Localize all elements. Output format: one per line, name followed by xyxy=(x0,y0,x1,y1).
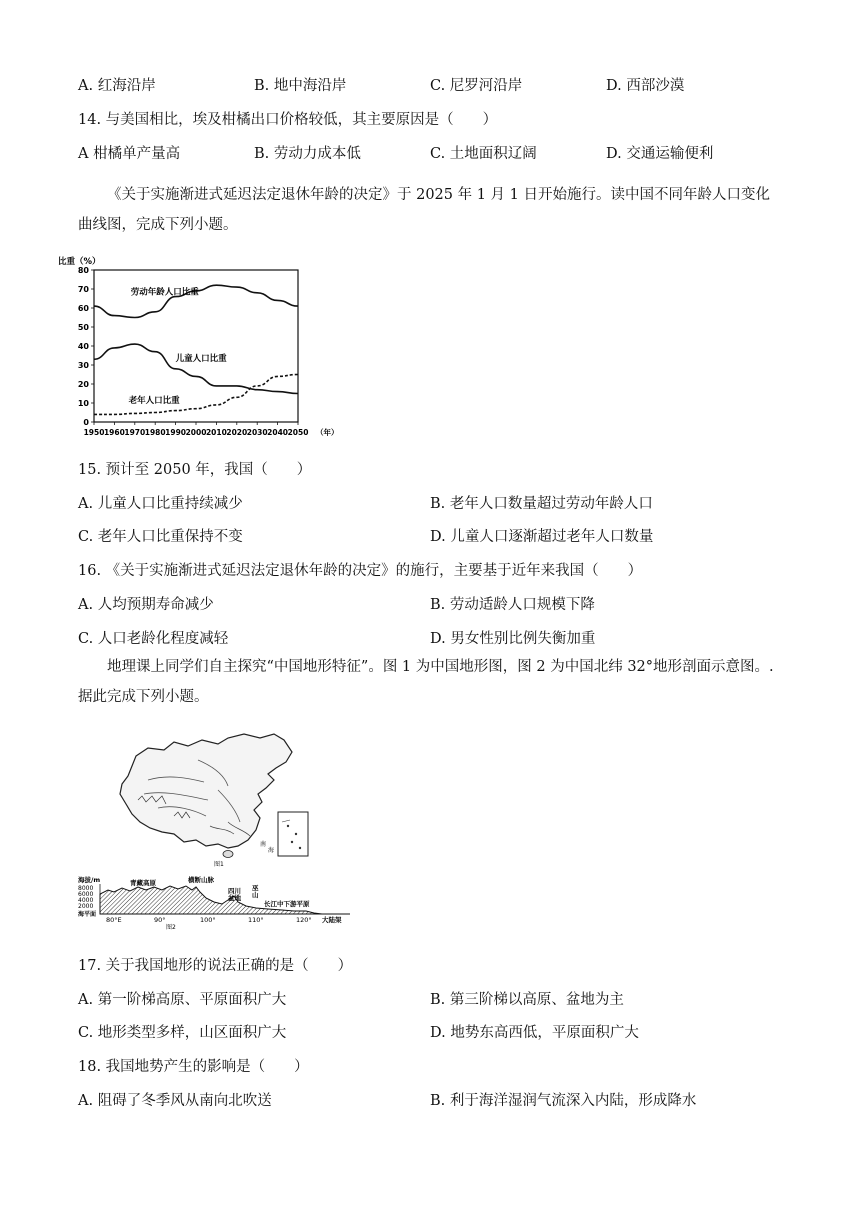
profile-xtick-120: 120° xyxy=(296,916,312,924)
q15-option-b: B. 老年人口数量超过劳动年龄人口 xyxy=(430,496,653,512)
q13-option-c: C. 尼罗河沿岸 xyxy=(430,78,523,94)
intro-paragraph-2: 地理课上同学们自主探究“中国地形特征”。图 1 为中国地形图，图 2 为中国北纬 32°地形剖面示意图。.据此完成下列小题。 xyxy=(78,659,774,705)
q14-option-b: B. 劳动力成本低 xyxy=(254,146,361,162)
intro-paragraph-1: 《关于实施渐进式延迟法定退休年龄的决定》于 2025 年 1 月 1 日开始施行。读中国不同年龄人口变化曲线图，完成下列小题。 xyxy=(78,187,771,233)
map-label-nan: 南 xyxy=(260,841,267,848)
x-tick-label: 2000 xyxy=(185,428,207,437)
y-tick-label: 20 xyxy=(77,380,89,389)
x-axis-label: （年） xyxy=(316,428,339,437)
x-tick-label: 2010 xyxy=(205,428,227,437)
terrain-profile xyxy=(78,875,350,930)
series-label-1: 儿童人口比重 xyxy=(175,354,227,365)
chart-labels xyxy=(58,256,339,437)
q17-options-row1 xyxy=(78,988,778,1010)
x-tick-label: 2020 xyxy=(226,428,248,437)
q16-option-c: C. 人口老龄化程度减轻 xyxy=(78,631,229,647)
profile-label-plain: 长江中下游平原 xyxy=(264,900,310,908)
profile-label-sichuan: 四川 xyxy=(228,887,241,895)
profile-ylabel: 海拔/m xyxy=(78,876,101,884)
q13-option-d: D. 西部沙漠 xyxy=(606,78,685,94)
profile-label-pendi: 盆地 xyxy=(228,894,241,902)
profile-label-shan: 山 xyxy=(252,891,259,899)
profile-ytick-2000: 2000 xyxy=(78,903,94,910)
terrain-figure xyxy=(78,730,358,930)
series-line-1 xyxy=(94,344,298,393)
x-tick-label: 1990 xyxy=(165,428,187,437)
population-chart xyxy=(56,252,346,440)
profile-xtick-100: 100° xyxy=(200,916,216,924)
y-tick-label: 30 xyxy=(77,361,89,370)
y-tick-label: 60 xyxy=(77,304,89,313)
q16-options-row2 xyxy=(78,627,778,649)
map-label-hai: 海 xyxy=(268,847,275,854)
profile-xtick-90: 90° xyxy=(154,916,166,924)
y-tick-label: 50 xyxy=(77,323,89,332)
q16-stem: 16. 《关于实施渐进式延迟法定退休年龄的决定》的施行，主要基于近年来我国（ ） xyxy=(78,563,643,579)
profile-xtick-80: 80°E xyxy=(106,916,122,924)
profile-ytick-8000: 8000 xyxy=(78,885,94,892)
x-tick-label: 1960 xyxy=(103,428,125,437)
q13-options xyxy=(78,74,778,96)
series-label-2: 老年人口比重 xyxy=(128,396,180,406)
q15-stem: 15. 预计至 2050 年，我国（ ） xyxy=(78,462,312,478)
q16-options-row1 xyxy=(78,593,778,615)
q17-option-a: A. 第一阶梯高原、平原面积广大 xyxy=(78,992,287,1008)
q17-options-row2 xyxy=(78,1021,778,1043)
profile-xtick-110: 110° xyxy=(248,916,264,924)
q14-stem: 14. 与美国相比，埃及柑橘出口价格较低，其主要原因是（ ） xyxy=(78,112,498,128)
q18-options-row1 xyxy=(78,1089,778,1111)
x-tick-label: 1950 xyxy=(83,428,105,437)
q15-options-row1 xyxy=(78,492,778,514)
y-axis-label: 比重（%） xyxy=(58,257,101,267)
profile-label-wu: 巫 xyxy=(252,884,259,892)
q16-option-b: B. 劳动适龄人口规模下降 xyxy=(430,597,595,613)
q17-option-c: C. 地形类型多样，山区面积广大 xyxy=(78,1025,287,1041)
q18-stem: 18. 我国地势产生的影响是（ ） xyxy=(78,1059,309,1075)
y-tick-label: 0 xyxy=(83,418,89,427)
q14-option-c: C. 土地面积辽阔 xyxy=(430,146,537,162)
chart-series xyxy=(94,285,298,414)
profile-label-hengduan: 横断山脉 xyxy=(188,876,214,884)
profile-label-qingzang: 青藏高原 xyxy=(130,879,156,887)
y-tick-label: 80 xyxy=(77,266,89,275)
profile-label-shelf: 大陆架 xyxy=(322,916,342,924)
q15-options-row2 xyxy=(78,525,778,547)
y-tick-label: 70 xyxy=(77,285,89,294)
q16-option-a: A. 人均预期寿命减少 xyxy=(78,597,214,613)
q13-option-a: A. 红海沿岸 xyxy=(78,78,156,94)
fig1-caption: 图1 xyxy=(214,861,224,868)
q16-option-d: D. 男女性别比例失衡加重 xyxy=(430,631,596,647)
q18-option-a: A. 阻碍了冬季风从南向北吹送 xyxy=(78,1093,272,1109)
q14-option-a: A 柑橘单产量高 xyxy=(78,146,181,162)
y-tick-label: 40 xyxy=(77,342,89,351)
series-line-2 xyxy=(94,375,298,415)
x-tick-label: 2050 xyxy=(287,428,309,437)
x-tick-label: 2030 xyxy=(246,428,268,437)
profile-sea-level: 海平面 xyxy=(78,911,97,918)
x-tick-label: 1970 xyxy=(124,428,146,437)
q18-option-b: B. 利于海洋湿润气流深入内陆，形成降水 xyxy=(430,1093,697,1109)
q14-option-d: D. 交通运输便利 xyxy=(606,146,714,162)
series-label-0: 劳动年龄人口比重 xyxy=(130,287,199,298)
q17-option-b: B. 第三阶梯以高原、盆地为主 xyxy=(430,992,624,1008)
profile-ytick-6000: 6000 xyxy=(78,891,94,898)
q17-stem: 17. 关于我国地形的说法正确的是（ ） xyxy=(78,958,353,974)
china-map xyxy=(120,734,308,868)
fig2-caption: 图2 xyxy=(166,924,176,930)
q15-option-a: A. 儿童人口比重持续减少 xyxy=(78,496,243,512)
q15-option-d: D. 儿童人口逐渐超过老年人口数量 xyxy=(430,529,654,545)
x-tick-label: 1980 xyxy=(144,428,166,437)
q13-option-b: B. 地中海沿岸 xyxy=(254,78,347,94)
x-tick-label: 2040 xyxy=(267,428,289,437)
profile-ytick-4000: 4000 xyxy=(78,897,94,904)
q14-options xyxy=(78,142,778,164)
q15-option-c: C. 老年人口比重保持不变 xyxy=(78,529,243,545)
y-tick-label: 10 xyxy=(77,399,89,408)
q17-option-d: D. 地势东高西低，平原面积广大 xyxy=(430,1025,639,1041)
